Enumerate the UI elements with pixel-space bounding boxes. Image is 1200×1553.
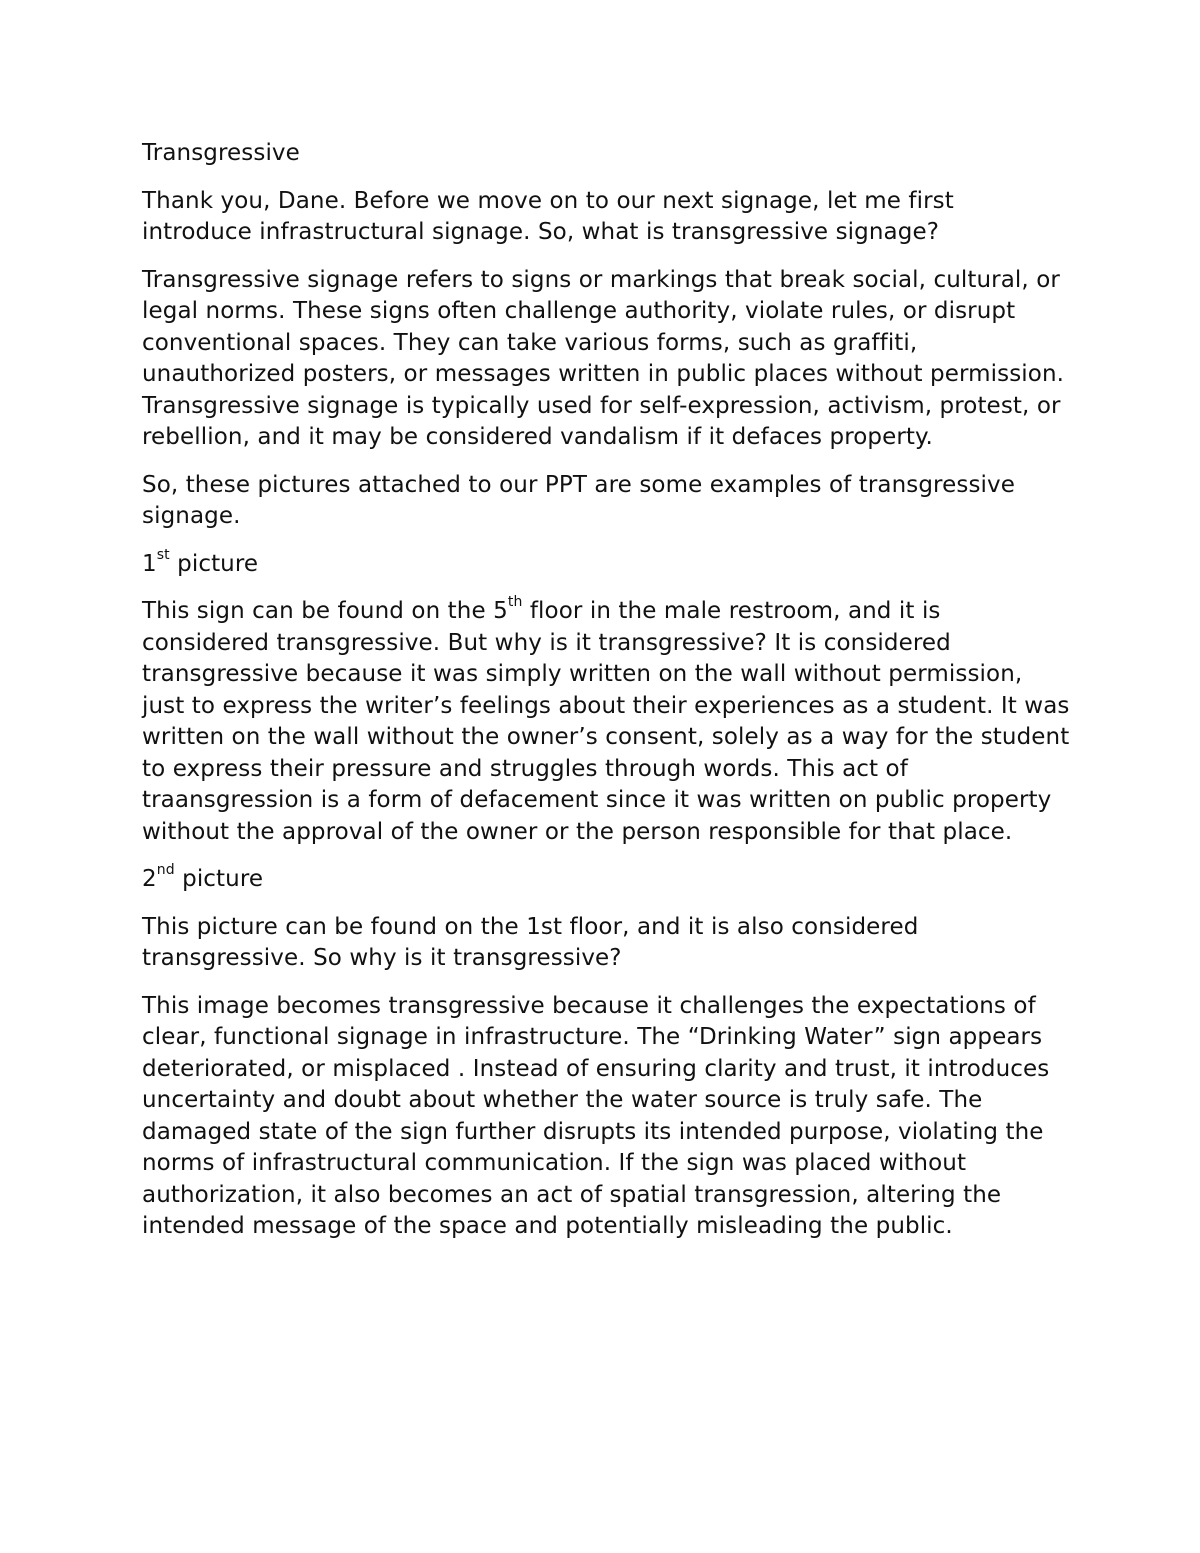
heading-number: 1	[142, 550, 157, 577]
heading-ordinal: nd	[156, 862, 175, 879]
heading-label: picture	[174, 866, 264, 892]
heading-first-picture	[142, 546, 1070, 581]
paragraph-intro: Thank you, Dane. Before we move on to our next signage, let me first introduce infrastructural signage. So, what is transgressive signage?	[142, 187, 954, 245]
heading-ordinal: st	[156, 546, 170, 563]
paragraph-text-start: This sign can be found on the 5	[142, 598, 508, 624]
paragraph-definition: Transgressive signage refers to signs or markings that break social, cultural, or legal norms. These signs often challenge authority, violate rules, or disrupt conventional spaces. They can take various forms, such as graffiti, unauthorized posters, or messages written in public places without permission. Transgressive signage is typically used for self-expression, activism, protest, or rebellion, and it may be considered vandalism if it defaces property.	[142, 266, 1065, 450]
paragraph-text-rest: floor in the male restroom, and it is considered transgressive. But why is it transgressive? It is considered transgressive because it was simply written on the wall without permission, just to express the writer’s feelings about their experiences as a student. It was written on the wall without the owner’s consent, solely as a way for the student to express their pressure and struggles through words. This act of traansgression is a form of defacement since it was written on public property without the approval of the owner or the person responsible for that place.	[142, 598, 1070, 845]
floor-ordinal: th	[507, 594, 523, 611]
heading-label: picture	[169, 550, 259, 577]
paragraph-first-picture	[142, 596, 1070, 848]
heading-number: 2	[142, 866, 157, 892]
paragraph-examples: So, these pictures attached to our PPT are some examples of transgressive signage.	[142, 471, 1015, 529]
paragraph-second-picture-explanation: This image becomes transgressive because it challenges the expectations of clear, functional signage in infrastructure. The “Drinking Water” sign appears deteriorated, or misplaced . Instead of ensuring clarity and trust, it introduces uncertainty and doubt about whether the water source is truly safe. The damaged state of the sign further disrupts its intended purpose, violating the norms of infrastructural communication. If the sign was placed without authorization, it also becomes an act of spatial transgression, altering the intended message of the space and potentially misleading the public.	[142, 992, 1050, 1239]
heading-second-picture	[142, 864, 1070, 896]
document-title: Transgressive	[142, 140, 300, 166]
paragraph-second-picture-location: This picture can be found on the 1st floor, and it is also considered transgressive. So why is it transgressive?	[142, 913, 919, 971]
